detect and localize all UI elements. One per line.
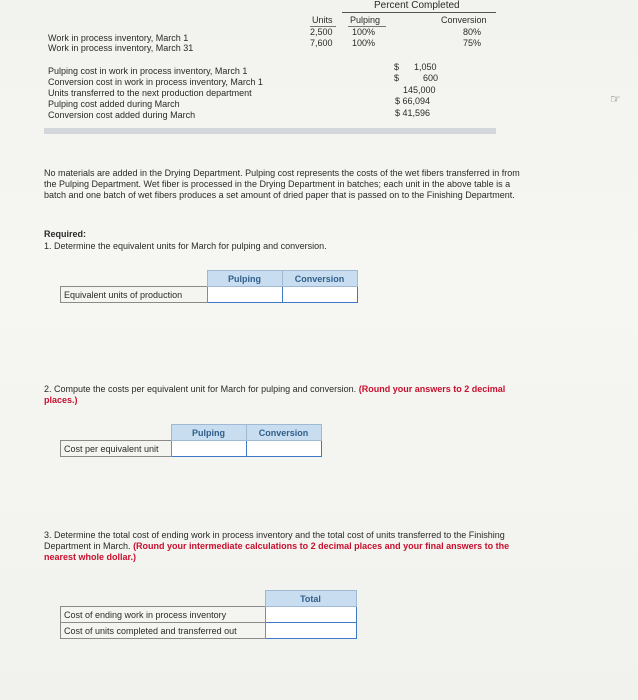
equivalent-units-pulping-input[interactable] bbox=[207, 287, 282, 303]
cost-row-label: Units transferred to the next production department bbox=[48, 88, 252, 98]
cost-row-value: 145,000 bbox=[403, 85, 436, 95]
cost-row-value: 1,050 bbox=[414, 62, 437, 72]
row-label: Cost of units completed and transferred out bbox=[61, 623, 266, 639]
equivalent-units-conversion-input[interactable] bbox=[282, 287, 357, 303]
question-2-prompt: 2. Compute the costs per equivalent unit for March for pulping and conversion. bbox=[44, 384, 357, 394]
inventory-row-units: 2,500 bbox=[310, 27, 333, 37]
rounding-note: (Round your answers to 2 decimal places.) bbox=[44, 384, 506, 405]
section-divider bbox=[44, 128, 496, 134]
table-corner bbox=[61, 591, 266, 607]
cost-row-value: $ 41,596 bbox=[395, 108, 431, 118]
table-corner bbox=[61, 271, 208, 287]
cost-row-currency: $ bbox=[394, 73, 400, 83]
header-underline bbox=[342, 12, 496, 13]
cost-row-label: Conversion cost in work in process inventory, March 1 bbox=[48, 77, 263, 87]
percent-completed-header: Percent Completed bbox=[374, 0, 460, 11]
equivalent-units-table bbox=[60, 270, 358, 303]
units-header: Units bbox=[312, 15, 333, 25]
problem-description: No materials are added in the Drying Department. Pulping cost represents the costs of the wet fibers transferred in from the Pulping Department. Wet fiber is processed in the Drying Department in batches; each unit in the above table is a batch and one batch of wet fibers produces a set amount of dried paper that is passed on to the Finishing Department. bbox=[44, 168, 520, 200]
question-1-text: 1. Determine the equivalent units for March for pulping and conversion. bbox=[44, 241, 327, 251]
row-label: Cost of ending work in process inventory bbox=[61, 607, 266, 623]
conversion-column-header: Conversion bbox=[282, 271, 357, 287]
question-3-prompt: 3. Determine the total cost of ending work in process inventory and the total cost of units transferred to the Finishing Department in March. bbox=[44, 530, 505, 551]
inventory-row-pulping: 100% bbox=[352, 27, 376, 37]
inventory-row-pulping: 100% bbox=[352, 38, 376, 48]
cost-row-label: Conversion cost added during March bbox=[48, 110, 196, 120]
total-cost-table bbox=[60, 590, 357, 639]
conversion-column-header: Conversion bbox=[246, 425, 321, 441]
pulping-column-header: Pulping bbox=[207, 271, 282, 287]
conversion-header: Conversion bbox=[441, 15, 487, 25]
total-column-header: Total bbox=[265, 591, 356, 607]
cost-row-currency: $ bbox=[394, 62, 400, 72]
inventory-row-label: Work in process inventory, March 31 bbox=[48, 43, 194, 53]
pulping-column-header: Pulping bbox=[171, 425, 246, 441]
cost-row-value: $ 66,094 bbox=[395, 96, 431, 106]
inventory-row-label: Work in process inventory, March 1 bbox=[48, 33, 189, 43]
cost-row-label: Pulping cost added during March bbox=[48, 99, 180, 109]
row-label: Equivalent units of production bbox=[61, 287, 208, 303]
cost-row-value: 600 bbox=[423, 73, 439, 83]
pulping-header: Pulping bbox=[350, 15, 381, 25]
rounding-note: (Round your intermediate calculations to 2 decimal places and your final answers to the nearest whole dollar.) bbox=[44, 541, 510, 562]
row-label: Cost per equivalent unit bbox=[61, 441, 172, 457]
inventory-row-units: 7,600 bbox=[310, 38, 333, 48]
cost-per-unit-pulping-input[interactable] bbox=[171, 441, 246, 457]
ending-wip-cost-input[interactable] bbox=[265, 607, 356, 623]
inventory-row-conversion: 80% bbox=[463, 27, 482, 37]
required-label: Required: bbox=[44, 229, 87, 239]
table-corner bbox=[61, 425, 172, 441]
inventory-row-conversion: 75% bbox=[463, 38, 482, 48]
question-2-text bbox=[44, 384, 534, 406]
question-3-text bbox=[44, 530, 514, 563]
cost-row-label: Pulping cost in work in process inventory, March 1 bbox=[48, 66, 248, 76]
cost-per-unit-conversion-input[interactable] bbox=[246, 441, 321, 457]
pointing-hand-icon: ☞ bbox=[610, 92, 621, 106]
transferred-out-cost-input[interactable] bbox=[265, 623, 356, 639]
cost-per-unit-table bbox=[60, 424, 322, 457]
